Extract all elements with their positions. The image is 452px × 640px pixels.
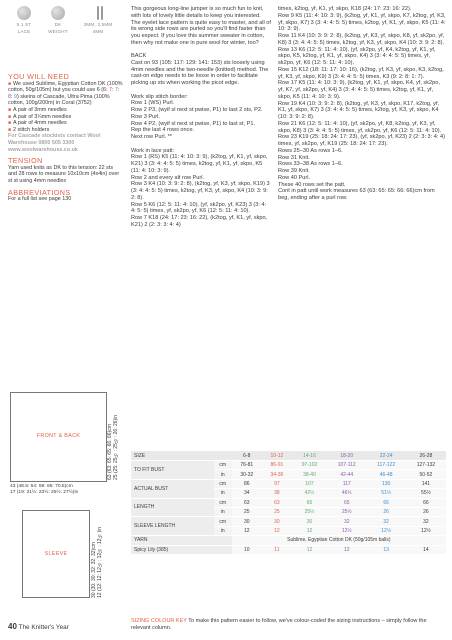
table-cell: 32: [327, 517, 366, 526]
instruction-row: Next row Purl. **: [131, 134, 173, 141]
intro-paragraph: This gorgeous long-line jumper is so much fun to knit, with lots of lovely little details to keep you interested. The eyelet lace pattern is quite easy to master, and all of its wrong side rows are purled so you'll find faster than you expect. If you love this summer sweater in cotton, then why not make one in pure wool for winter, too?: [131, 6, 271, 46]
icon-caption: LACE: [17, 29, 31, 35]
table-cell: 130: [366, 479, 405, 488]
table-cell: 42½: [292, 489, 327, 498]
table-cell: 97-102: [292, 461, 327, 470]
table-cell: 26: [406, 507, 446, 516]
key-heading: SIZING COLOUR KEY: [131, 618, 187, 624]
instruction-row: Row 39 Knit.: [278, 168, 310, 174]
table-cell: 34: [232, 489, 262, 498]
table-cell: 46½: [327, 489, 366, 498]
tension-section: [8, 158, 123, 184]
table-row: [131, 517, 446, 526]
unit-cell: in: [214, 507, 232, 516]
table-cell: 10: [232, 545, 262, 554]
instruction-row: Row 3 Purl.: [131, 113, 160, 120]
section-heading: ABBREVIATIONS: [8, 187, 71, 197]
icon-caption: 3MM, 3.5MM: [83, 22, 113, 27]
abbreviations-text: For a full list see page 130: [8, 196, 72, 203]
yarn-ball-icon: [17, 6, 31, 20]
instruction-row: Row 2 P3, (wyif sl next st pwise, P1) to last 2 sts, P2.: [131, 107, 263, 114]
icon-caption: DK: [54, 22, 62, 27]
table-header-cell: 6-8: [232, 451, 262, 461]
instruction-row: Row 1 (RS) K5 (11: 4: 10: 3: 9), (k2tog, yf, K1, yf, skpo, K21) 3 (3: 4: 4: 5: 5) times, k2tog, yf, K1, yf, skpo, K5 (11: 4: 10: 3: 9).: [131, 154, 268, 174]
list-item: ■ A pair of 4mm needles: [8, 120, 123, 127]
table-row-label: ACTUAL BUST: [131, 479, 214, 498]
unit-cell: in: [214, 470, 232, 479]
table-cell: 117: [327, 479, 366, 488]
table-cell: 38: [262, 489, 292, 498]
back-heading: BACK: [131, 53, 147, 60]
pattern-column-1: [131, 6, 271, 229]
measure-in: 12 (12: 12: 12½: 12½: 12½)in: [97, 526, 103, 598]
table-row-label: TO FIT BUST: [131, 461, 214, 480]
schematic-label: SLEEVE: [44, 551, 68, 557]
icon-caption: 4MM: [92, 29, 104, 35]
table-cell: 141: [406, 479, 446, 488]
instruction-row: Row 1 (WS) Purl.: [131, 100, 175, 107]
table-cell: 66: [406, 498, 446, 507]
sleeve-height-measure-in: [98, 510, 103, 598]
instruction-row: Rep the last 4 rows once.: [131, 127, 195, 134]
instruction-row: Row 9 K5 (11: 4: 10: 3: 9), (k2tog, yf, K1, yf, skpo, K7, k2tog, yf, K3, yf, skpo, K7) 3 (3: 4: 4: 5: 5) times, k2tog, yf, K1, yf, skpo, K5 (11: 4: 10: 3: 9).: [278, 12, 446, 33]
table-header-cell: 26-28: [406, 451, 446, 461]
table-cell: 30: [262, 517, 292, 526]
yarn-text: We used Sublime, Egyptian Cotton DK (100% cotton, 50g/105m) but you could use 6 (6:: [8, 80, 123, 94]
instruction-row: Row 5 K6 (12: 5: 11: 4: 10), (yf, sk2po, yf, K23) 3 (3: 4: 4: 5: 5) times, yf, sk2po, yf, K6 (12: 5: 11: 4: 10).: [131, 201, 267, 215]
yarn-text: ) skeins of Cascade, Ultra Pima (100% cotton, 100g/200m) in Coral (3752): [8, 93, 110, 107]
table-cell: 32: [406, 517, 446, 526]
table-cell: 63: [262, 498, 292, 507]
icon-caption: WEIGHT: [48, 29, 68, 35]
list-item: ■ A pair of 3¼mm needles: [8, 114, 123, 121]
table-cell: 32: [366, 517, 405, 526]
yarn-weight-icon: [51, 6, 65, 20]
table-cell: 76-81: [232, 461, 262, 470]
table-cell: 26: [366, 507, 405, 516]
list-item: ■ A pair of 3mm needles: [8, 107, 123, 114]
instruction-row: Row 15 K12 (18: 11: 17: 10: 16), (k2tog, yf, K3, yf, skpo, K3, k2tog, yf, K3, yf, skpo, K9) 3 (3: 4: 4: 5: 5) times, K3 (9: 2: 8: 1: 7).: [278, 66, 444, 80]
needles-icon: [97, 6, 99, 20]
table-header-cell: 18-20: [327, 451, 366, 461]
list-item: ■ 2 stitch holders: [8, 127, 123, 134]
table-cell: 13: [366, 545, 405, 554]
table-cell: 63: [232, 498, 262, 507]
table-cell: Sublime, Egyptian Cotton DK (50g/105m balls): [232, 536, 446, 545]
instruction-row: Row 23 K19 (25: 18: 24: 17: 23), (yf, sk2po, yf, K23) 2 (2: 3: 3: 4: 4) times, yf, sk2po, yf, K19 (25: 18: 24: 17: 23).: [278, 134, 445, 147]
header-icons: [8, 6, 128, 50]
table-cell: 12½: [406, 526, 446, 535]
table-cell: 12: [292, 545, 327, 554]
table-row: [131, 545, 446, 554]
table-cell: 12: [232, 526, 262, 535]
table-row: [131, 479, 446, 488]
unit-cell: cm: [214, 461, 232, 470]
instruction-row: Row 4 P2, (wyif sl next st pwise, P1) to last st, P1.: [131, 120, 256, 127]
sleeve-schematic: [22, 510, 90, 598]
size-value: 7: [115, 87, 118, 94]
table-cell: 30: [292, 517, 327, 526]
table-cell: 50-52: [406, 470, 446, 479]
needle-size-info: [78, 6, 118, 35]
icon-caption: 5.1 ST: [16, 22, 32, 27]
table-row-label: SLEEVE LENGTH: [131, 517, 214, 536]
front-width-measure: 43 (48.5: 54: 59: 65: 70.5)cm: [10, 484, 73, 489]
table-row: [131, 536, 446, 545]
sizing-colour-key: [131, 618, 446, 631]
table-cell: 34-36: [262, 470, 292, 479]
instruction-row: Row 3 K4 (10: 3: 9: 2: 8), (k2tog, yf, K3, yf, skpo, K19) 3 (3: 4: 4: 5: 5) times, k2tog, yf, K3, yf, skpo, K4 (10: 3: 9: 2: 8).: [131, 181, 270, 201]
table-cell: 86: [232, 479, 262, 488]
table-cell: 42-44: [327, 470, 366, 479]
size-value: 7: [109, 87, 112, 94]
schematic-label: FRONT & BACK: [36, 433, 81, 439]
table-header-cell: SIZE: [131, 451, 232, 461]
table-row-label: Spicy Lily (385): [131, 545, 232, 554]
separator: :: [118, 87, 120, 94]
table-cell: 66: [366, 498, 405, 507]
instruction-row: Row 21 K6 (12: 5: 11: 4: 10), (yf, sk2po, yf, K8, k2tog, yf, K3, yf, skpo, K8) 3 (3: 4: 4: 5: 5) times, yf, sk2po, yf, K6 (12: 5: 11: 4: 10).: [278, 120, 442, 134]
instruction-row: Row 31 Knit.: [278, 154, 310, 161]
table-header-cell: 10-12: [262, 451, 292, 461]
table-cell: 97: [262, 479, 292, 488]
measure-cm: 30 (30: 30: 32: 32: 32)cm: [91, 542, 97, 598]
unit-cell: cm: [214, 498, 232, 507]
instruction-row: Row 13 K6 (12: 5: 11: 4: 10), (yf, sk2po, yf, K4, k2tog, yf, K1, yf, skpo, K5, k2tog, yf, K1, yf, skpo, K4) 3 (3: 4: 4: 5: 5) times, yf, sk2po, yf, K6 (12: 5: 11: 4: 10).: [278, 46, 436, 66]
pattern-column-2: [278, 6, 446, 202]
abbreviations-section: [8, 187, 123, 203]
unit-cell: in: [214, 489, 232, 498]
size-table: [131, 451, 446, 555]
front-width-measure-in: 17 (19: 21½: 23½: 25½: 27½)in: [10, 490, 79, 495]
instruction-row: Row 40 Purl.: [278, 174, 311, 181]
table-cell: 14: [406, 545, 446, 554]
table-cell: 117-122: [366, 461, 405, 470]
table-cell: 12: [327, 545, 366, 554]
instruction-row: Row 7 K18 (24: 17: 23: 16: 22), (k2tog, yf, K1, yf, skpo, K21) 2 (2: 3: 3: 4: 4): [131, 215, 268, 228]
measure-in: 25 (25: 25½: 25½: 26: 26)in: [113, 414, 119, 480]
unit-cell: cm: [214, 479, 232, 488]
table-cell: 12½: [366, 526, 405, 535]
instruction-row: Row 17 K5 (11: 4: 10: 3: 9), (k2tog, yf, K1, yf, skpo, K4, yf, sk2po, yf, K7, yf, sk2po, yf, K4) 3 (3: 4: 4: 5: 5) times, k2tog, yf, K1, yf, skpo, K5 (11: 4: 10: 3: 9).: [278, 80, 440, 100]
measure-cm: 63 (63: 65: 65: 66: 66)cm: [107, 424, 113, 480]
lace-intro: Work in lace patt:: [131, 147, 175, 154]
you-will-need-section: [8, 74, 123, 153]
front-height-measure-in: [114, 392, 119, 480]
table-row: [131, 461, 446, 470]
table-row-label: YARN: [131, 536, 232, 545]
section-heading: YOU WILL NEED: [8, 72, 70, 81]
table-header-row: [131, 451, 446, 461]
instruction-row: Row 11 K4 (10: 3: 9: 2: 8), (k2tog, yf, K3, yf, skpo, K8, yf, sk2po, yf, K8) 3 (3: 4: 4: 5: 5) times, k2tog, yf, K3, yf, skpo, K4 (10: 3: 9: 2: 8).: [278, 33, 445, 46]
table-cell: 107: [292, 479, 327, 488]
border-intro: Work slip stitch border:: [131, 93, 188, 100]
table-cell: 55½: [406, 489, 446, 498]
sidebar-column: [8, 74, 123, 208]
separator: :: [112, 87, 115, 94]
table-cell: 46-48: [366, 470, 405, 479]
table-cell: 127-132: [406, 461, 446, 470]
yarn-weight-info: [42, 6, 74, 35]
table-cell: 25½: [292, 507, 327, 516]
lace-weight-info: [8, 6, 40, 35]
table-cell: 65: [327, 498, 366, 507]
instruction-row: times, k2tog, yf, K1, yf, skpo, K18 (24: 17: 23: 16: 22).: [278, 6, 412, 12]
table-cell: 30: [232, 517, 262, 526]
unit-cell: in: [214, 526, 232, 535]
table-row: [131, 498, 446, 507]
separator: :: [11, 93, 14, 100]
page-number: 40: [8, 622, 17, 631]
page-footer: [8, 622, 69, 631]
yarn-requirement: [8, 81, 123, 107]
front-back-schematic: [10, 392, 107, 482]
size-value: 9: [14, 93, 17, 100]
table-cell: 25: [262, 507, 292, 516]
table-cell: 11: [262, 545, 292, 554]
table-cell: 25: [232, 507, 262, 516]
instruction-row: These 40 rows set the patt.: [278, 181, 346, 188]
table-cell: 86-91: [262, 461, 292, 470]
table-cell: 65: [292, 498, 327, 507]
table-cell: 38-40: [292, 470, 327, 479]
table-cell: 12½: [327, 526, 366, 535]
instruction-row: Row 19 K4 (10: 3: 9: 2: 8), (k2tog, yf, K3, yf, skpo, K17, k2tog, yf, K1, yf, skpo, K7) 3 (3: 4: 4: 5: 5) times, k2tog, yf, K3, yf, skpo, K4 (10: 3: 9: 2: 8).: [278, 100, 440, 120]
instruction-row: Rows 25–30 As rows 1–6.: [278, 147, 343, 154]
cast-on-paragraph: Cast on 93 (105: 117: 129: 141: 153) sts loosely using 4mm needles and the two-needle (knitted) method. The cast-on edge needs to be loose in order to facilitate picking up sts when working the picot edge.: [131, 59, 269, 87]
key-text: To make this pattern easier to follow, we've colour-coded the sizing instructions – simply follow the relevant column.: [131, 618, 427, 631]
table-cell: 51½: [366, 489, 405, 498]
table-header-cell: 14-16: [292, 451, 327, 461]
table-cell: 12: [292, 526, 327, 535]
publication-title: The Knitter's Year: [18, 624, 69, 631]
size-value: 8: [8, 93, 11, 100]
stockists-info: For Cascade stockists contact Wool Warehouse 0800 505 3300 www.woolwarehouse.co.uk: [8, 133, 101, 153]
section-heading: TENSION: [8, 156, 43, 166]
table-cell: 12: [262, 526, 292, 535]
table-cell: 25½: [327, 507, 366, 516]
instruction-row: Cont in patt until work measures 63 (63: 65: 65: 66: 66)cm from beg, ending after a purl row.: [278, 188, 435, 201]
table-cell: 107-112: [327, 461, 366, 470]
unit-cell: cm: [214, 517, 232, 526]
table-header-cell: 22-24: [366, 451, 405, 461]
table-row-label: LENGTH: [131, 498, 214, 517]
tension-text: Yarn used knits as DK to this tension: 22 sts and 28 rows to measure 10x10cm (4x4in) over st st using 4mm needles: [8, 164, 120, 184]
instruction-row: Rows 33–38 As rows 1–6.: [278, 161, 343, 168]
instruction-row: Row 2 and every alt row Purl.: [131, 174, 205, 181]
table-cell: 30-32: [232, 470, 262, 479]
